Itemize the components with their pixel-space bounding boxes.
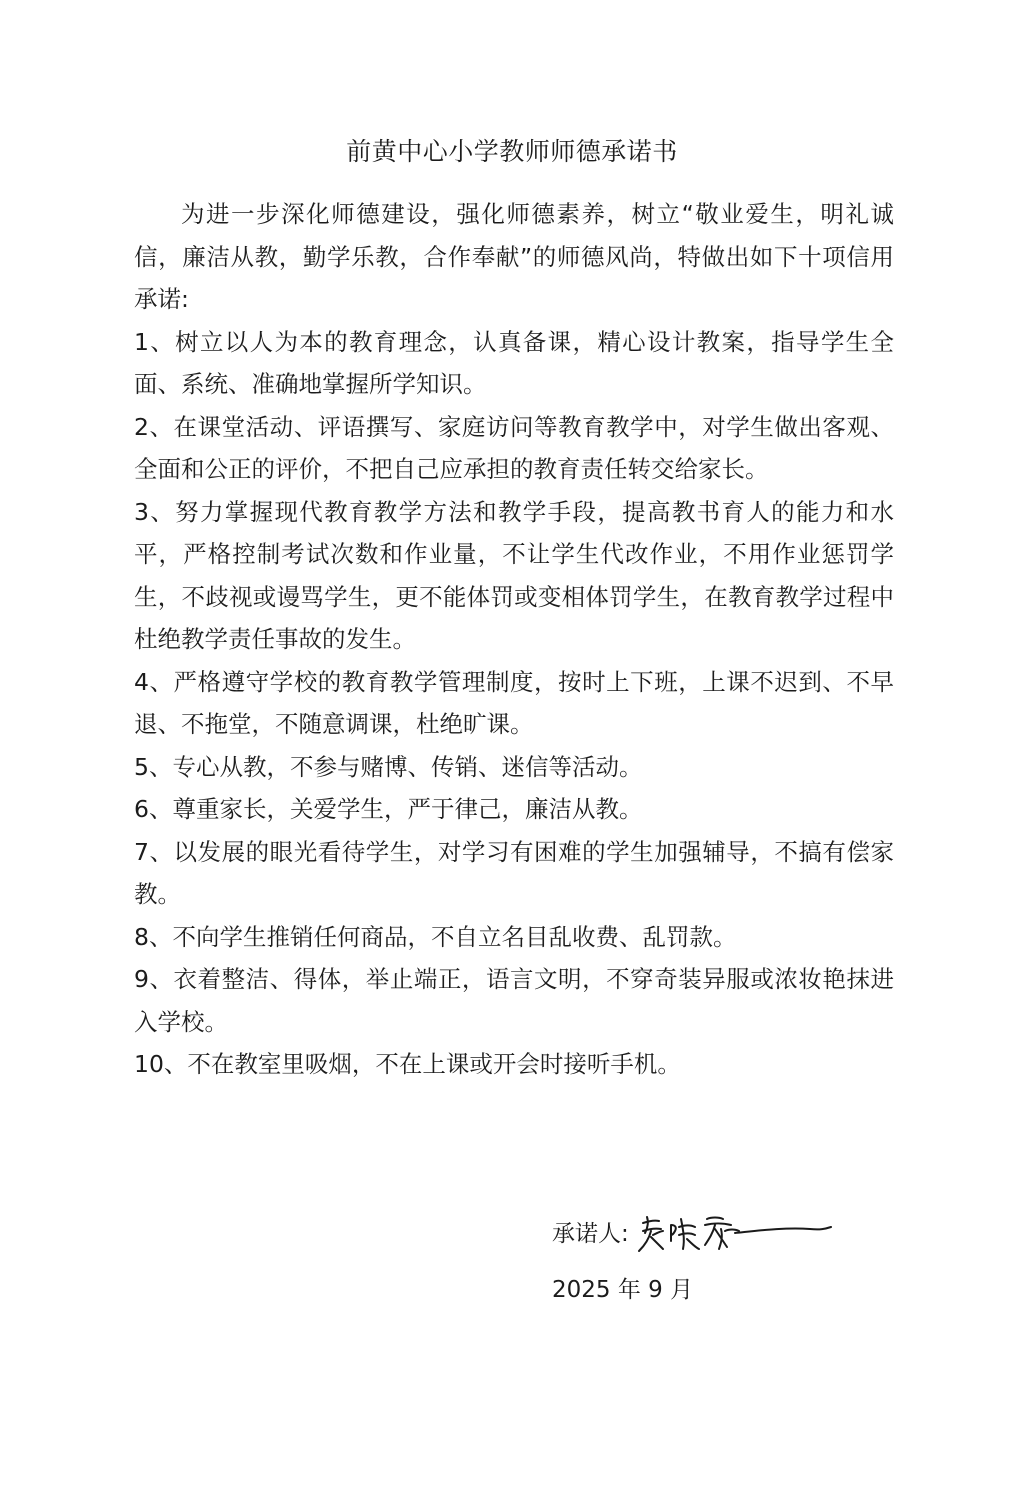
commitment-item-4: 4、严格遵守学校的教育教学管理制度，按时上下班，上课不迟到、不早退、不拖堂，不随意调课，杜绝旷课。 (134, 667, 894, 738)
commitment-item-9: 9、衣着整洁、得体，举止端正，语言文明，不穿奇装异服或浓妆艳抹进入学校。 (134, 965, 894, 1036)
commitment-item-5: 5、专心从教，不参与赌博、传销、迷信等活动。 (134, 752, 643, 781)
handwritten-signature-icon (635, 1209, 835, 1259)
document-body (134, 193, 894, 1086)
commitment-item-8: 8、不向学生推销任何商品，不自立名目乱收费、乱罚款。 (134, 922, 737, 951)
signer-label: 承诺人: (552, 1221, 629, 1247)
sign-date: 2025 年 9 月 (552, 1277, 694, 1303)
commitment-item-3: 3、努力掌握现代教育教学方法和教学手段，提高教书育人的能力和水平，严格控制考试次数和作业量，不让学生代改作业，不用作业惩罚学生，不歧视或谩骂学生，更不能体罚或变相体罚学生，在教育教学过程中杜绝教学责任事故的发生。 (134, 497, 894, 653)
signature-block (552, 1214, 835, 1306)
document-title: 前黄中心小学教师师德承诺书 (346, 137, 678, 166)
commitment-item-1: 1、树立以人为本的教育理念，认真备课，精心设计教案，指导学生全面、系统、准确地掌握所学知识。 (134, 327, 894, 398)
commitment-item-2: 2、在课堂活动、评语撰写、家庭访问等教育教学中，对学生做出客观、全面和公正的评价，不把自己应承担的教育责任转交给家长。 (134, 412, 894, 483)
commitment-item-6: 6、尊重家长，关爱学生，严于律己，廉洁从教。 (134, 795, 643, 823)
commitment-item-7: 7、以发展的眼光看待学生，对学习有困难的学生加强辅导，不搞有偿家教。 (134, 837, 894, 908)
commitment-item-10: 10、不在教室里吸烟，不在上课或开会时接听手机。 (134, 1050, 681, 1078)
signer-row (552, 1214, 835, 1254)
intro-paragraph: 为进一步深化师德建设，强化师德素养，树立“敬业爱生，明礼诚信，廉洁从教，勤学乐教，合作奉献”的师德风尚，特做出如下十项信用承诺: (134, 200, 894, 313)
